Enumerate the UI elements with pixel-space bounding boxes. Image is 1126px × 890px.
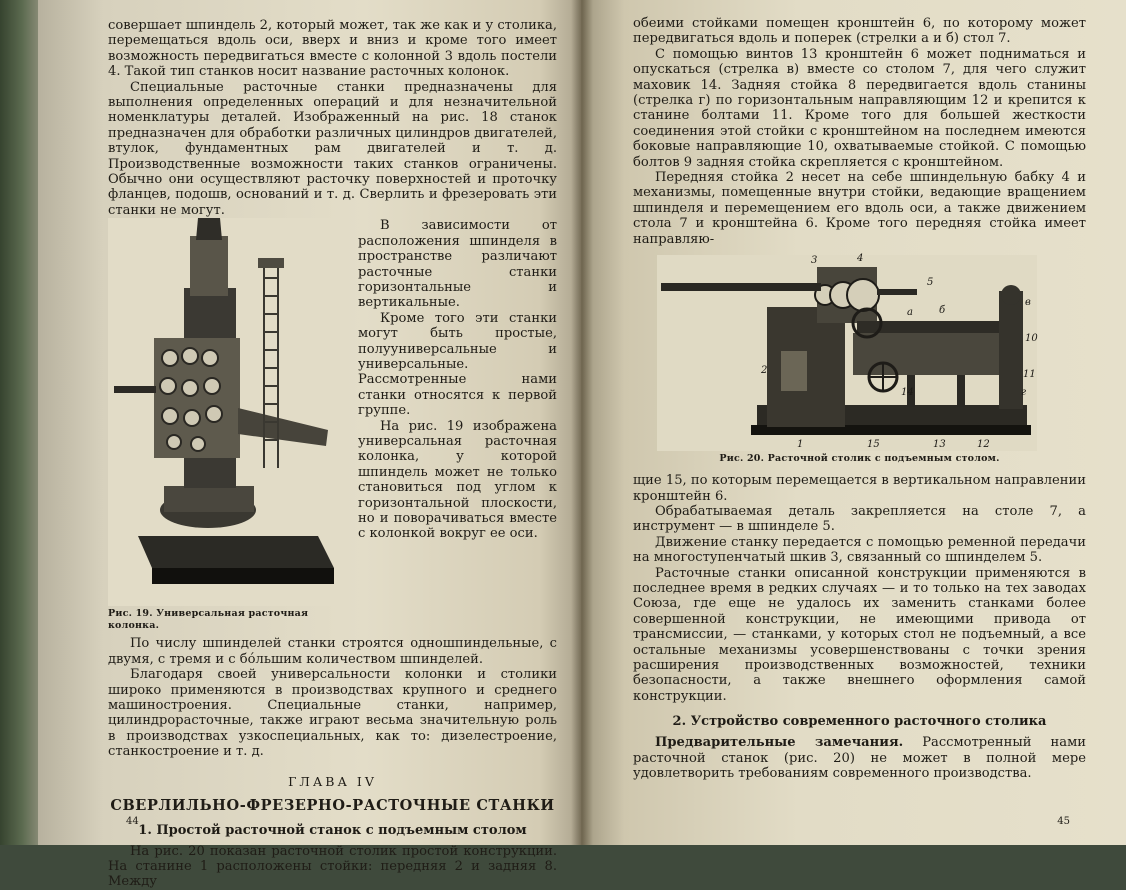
page-number: 44 xyxy=(126,816,139,827)
paragraph: На рис. 20 показан расточной столик простой конструкции. На станине 1 расположены стойки: передняя 2 и задняя 8. Между xyxy=(108,843,557,890)
chapter-label: ГЛАВА IV xyxy=(288,773,377,789)
figure-19 xyxy=(108,218,346,632)
left-page xyxy=(38,0,583,890)
figure-20 xyxy=(657,255,1086,451)
svg-text:5: 5 xyxy=(927,277,934,289)
lead-in: Предварительные замечания. xyxy=(655,735,904,751)
paragraph: С помощью винтов 13 кронштейн 6 может подниматься и опускаться (стрелка в) вместе со столом 7, для чего служит маховик 14. Задняя стойка 8 передвигается вдоль станины (стрелка г) по горизонтальным направляющим 12 и крепится к станине болтами 11. Кроме того для большей жесткости соединения этой стойки с кронштейном на последнем имеются боковые направляющие 10, охватываемые стойкой. С помощью болтов 9 задняя стойка скрепляется с кронштейном. xyxy=(633,46,1086,170)
svg-text:б: б xyxy=(939,305,946,317)
paragraph: совершает шпиндель 2, который может, так же как и у столика, перемещаться вдоль оси, вверх и вниз и кроме того имеет возможность передвигаться вместе с колонной 3 вдоль постели 4. Такой тип станков носит название расточных колонок. xyxy=(108,18,557,80)
boring-column-illustration xyxy=(108,218,346,606)
right-page xyxy=(581,0,1126,845)
svg-text:10: 10 xyxy=(1025,333,1038,345)
section-title: 2. Устройство современного расточного столика xyxy=(672,714,1047,730)
paragraph: Движение станку передается с помощью ременной передачи на многоступенчатый шкив 3, связанный со шпинделем 5. xyxy=(633,534,1086,566)
svg-text:15: 15 xyxy=(867,439,880,451)
svg-text:13: 13 xyxy=(933,439,946,451)
svg-text:12: 12 xyxy=(977,439,990,451)
svg-text:3: 3 xyxy=(811,255,818,267)
svg-text:а: а xyxy=(907,307,913,319)
paragraph: Обрабатываемая деталь закрепляется на столе 7, а инструмент — в шпинделе 5. xyxy=(633,503,1086,535)
final-paragraph xyxy=(633,735,1086,781)
paragraph: В зависимости от расположения шпинделя в пространстве различают расточные станки горизонтальные и вертикальные. xyxy=(358,218,557,311)
paragraph: Благодаря своей универсальности колонки и столики широко применяются в производствах крупного и среднего машиностроения. Специальные станки, например, цилиндрорасточные, также играют весьма значительную роль в производствах узкоспециальных, как то: дизелестроение, станкостроение и т. д. xyxy=(108,667,557,760)
section-title: 1. Простой расточной станок с подъемным столом xyxy=(138,822,527,838)
chapter-title: СВЕРЛИЛЬНО-ФРЕЗЕРНО-РАСТОЧНЫЕ СТАНКИ xyxy=(110,796,555,814)
final-text: Рассмотренный нами расточной станок (рис. 20) не может в полной мере удовлетворить требованиям современного производства. xyxy=(633,735,1086,781)
svg-text:2: 2 xyxy=(761,365,768,377)
page-number: 45 xyxy=(1057,816,1070,827)
paragraph: На рис. 19 изображена универсальная расточная колонка, у которой шпиндель может не только становиться под углом к горизонтальной плоскости, но и поворачиваться вместе с колонкой вокруг ее оси. xyxy=(358,418,557,542)
boring-table-illustration xyxy=(657,255,1037,451)
figure-caption: Рис. 20. Расточной столик с подъемным столом. xyxy=(719,453,1000,465)
paragraph: щие 15, по которым перемещается в вертикальном направлении кронштейн 6. xyxy=(633,473,1086,504)
paragraph: Передняя стойка 2 несет на себе шпиндельную бабку 4 и механизмы, помещенные внутри стойки, ведающие вращением шпинделя и перемещением его вдоль оси, а также движением стола 7 и кронштейна 6. Кроме того передняя стойка имеет направляю- xyxy=(633,170,1086,247)
paragraph: обеими стойками помещен кронштейн 6, по которому может передвигаться вдоль и поперек (стрелки а и б) стол 7. xyxy=(633,16,1086,47)
svg-text:11: 11 xyxy=(1023,369,1036,381)
svg-text:г: г xyxy=(1021,387,1027,399)
paragraph: Специальные расточные станки предназначены для выполнения определенных операций и для незначительной номенклатуры деталей. Изображенный на рис. 18 станок предназначен для обработки различных цилиндров двигателей, втулок, фундаментных рам двигателей и т. д. Производственные возможности таких станков ограничены. Обычно они осуществляют расточку поверхностей и проточку фланцев, подошв, оснований и т. д. Сверлить и фрезеровать эти станки не могут. xyxy=(108,79,557,218)
svg-text:4: 4 xyxy=(857,253,864,265)
paragraph: Расточные станки описанной конструкции применяются в последнее время в редких случаях — и то только на тех заводах Союза, где еще не удалось их заменить станками более совершенной конструкции, не имеющими привода от трансмиссии, — станками, у которых стол не подъемный, а все остальные механизмы усовершенствованы с точки зрения расширения производственных возможностей, техники безопасности, а также внешнего оформления самой конструкции. xyxy=(633,565,1086,704)
svg-text:1: 1 xyxy=(797,439,804,451)
svg-text:в: в xyxy=(1025,297,1031,309)
svg-text:14: 14 xyxy=(901,387,914,399)
book-gutter xyxy=(571,0,593,845)
paragraph: Кроме того эти станки могут быть простые, полууниверсальные и универсальные. Рассмотренные нами станки относятся к первой группе. xyxy=(358,310,557,419)
book-cover-edge xyxy=(0,0,40,845)
figure-caption: Рис. 19. Универсальная расточная колонка. xyxy=(108,608,309,632)
paragraph: По числу шпинделей станки строятся одношпиндельные, с двумя, с тремя и с бóльшим количеством шпинделей. xyxy=(108,636,557,667)
